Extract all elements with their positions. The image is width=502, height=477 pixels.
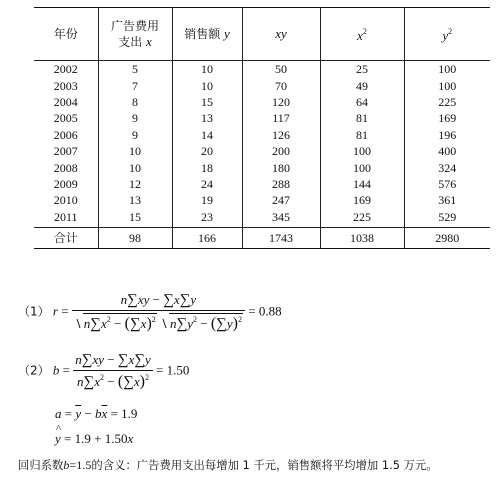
cell-y: 24 [172, 176, 242, 192]
cell-y: 23 [172, 209, 242, 228]
header-y-squared: $y^2$ [404, 8, 490, 61]
cell-xy: 50 [242, 61, 320, 78]
cell-y-squared: 100 [404, 61, 490, 78]
cell-year: 2004 [34, 94, 98, 110]
cell-y-squared: 169 [404, 110, 490, 126]
cell-y-squared: 225 [404, 94, 490, 110]
total-y: 166 [172, 227, 242, 248]
table-row [34, 176, 490, 192]
cell-year: 2010 [34, 192, 98, 208]
cell-xy: 120 [242, 94, 320, 110]
cell-y: 19 [172, 192, 242, 208]
cell-year: 2003 [34, 77, 98, 93]
table-header-row [34, 8, 490, 61]
formula-1-numerator: n∑xy − ∑x∑y [72, 292, 245, 311]
data-table-wrapper [34, 7, 490, 249]
cell-xy: 117 [242, 110, 320, 126]
cell-xy: 345 [242, 209, 320, 228]
cell-xy: 247 [242, 192, 320, 208]
table-row [34, 110, 490, 126]
formula-correlation: （1） r = $\frac{n\sum xy - \sum x\sum y}{n\sum x^2 - (\sum x)^2 n\sum y^2 - (\sum y)^2}$ = 0.88 [18, 292, 282, 332]
header-sales: 销售额 y [172, 8, 242, 61]
cell-x: 9 [98, 110, 172, 126]
cell-y-squared: 400 [404, 143, 490, 159]
cell-x: 15 [98, 209, 172, 228]
cell-x: 10 [98, 159, 172, 175]
cell-x-squared: 81 [320, 127, 404, 143]
cell-xy: 70 [242, 77, 320, 93]
table-body [34, 61, 490, 228]
cell-x-squared: 225 [320, 209, 404, 228]
cell-y: 15 [172, 94, 242, 110]
cell-x-squared: 100 [320, 143, 404, 159]
cell-x: 13 [98, 192, 172, 208]
header-x-squared: $x^2$ [320, 8, 404, 61]
cell-y-squared: 324 [404, 159, 490, 175]
cell-y: 10 [172, 77, 242, 93]
formula-intercept: $a = \overline{y} - b\overline{x} = 1.9$ [55, 406, 138, 421]
table-row [34, 61, 490, 78]
total-label: 合计 [34, 227, 98, 248]
cell-x-squared: 49 [320, 77, 404, 93]
table-row [34, 209, 490, 228]
cell-year: 2009 [34, 176, 98, 192]
formula-2-result: = 1.50 [156, 362, 190, 378]
conclusion-text: 回归系数b=1.5的含义：广告费用支出每增加 1 千元，销售额将平均增加 1.5 万元。 [18, 458, 438, 472]
cell-year: 2005 [34, 110, 98, 126]
cell-y: 13 [172, 110, 242, 126]
formula-2-fraction [73, 352, 153, 391]
total-x: 98 [98, 227, 172, 248]
cell-x: 5 [98, 61, 172, 78]
formula-2-numerator: n∑xy − ∑x∑y [73, 352, 153, 371]
formula-2-tag: （2） [18, 363, 50, 378]
cell-year: 2006 [34, 127, 98, 143]
cell-y-squared: 576 [404, 176, 490, 192]
cell-x: 7 [98, 77, 172, 93]
table-row [34, 159, 490, 175]
formula-1-result: = 0.88 [248, 303, 282, 319]
cell-xy: 126 [242, 127, 320, 143]
cell-x: 10 [98, 143, 172, 159]
cell-x-squared: 144 [320, 176, 404, 192]
header-year: 年份 [34, 8, 98, 61]
formula-slope: （2） b = $\frac{n\sum xy - \sum x\sum y}{n\sum x^2 - (\sum x)^2}$ = 1.50 [18, 352, 190, 390]
formula-regression-line: ^ y = 1.9 + 1.50x [55, 431, 133, 447]
cell-x-squared: 25 [320, 61, 404, 78]
cell-x: 9 [98, 127, 172, 143]
cell-y-squared: 196 [404, 127, 490, 143]
regression-data-table [34, 7, 490, 249]
cell-year: 2008 [34, 159, 98, 175]
cell-y: 20 [172, 143, 242, 159]
total-x-squared: 1038 [320, 227, 404, 248]
table-total-row [34, 227, 490, 248]
cell-x: 12 [98, 176, 172, 192]
cell-xy: 200 [242, 143, 320, 159]
cell-x-squared: 64 [320, 94, 404, 110]
formula-2-lhs: b [52, 362, 60, 378]
formula-1-tag: （1） [18, 304, 50, 319]
cell-y: 10 [172, 61, 242, 78]
header-xy: xy [242, 8, 320, 61]
formula-1-lhs: r [52, 303, 58, 319]
formula-1-fraction [72, 292, 245, 333]
table-row [34, 127, 490, 143]
cell-x: 8 [98, 94, 172, 110]
cell-year: 2002 [34, 61, 98, 78]
cell-y: 18 [172, 159, 242, 175]
total-y-squared: 2980 [404, 227, 490, 248]
table-row [34, 192, 490, 208]
cell-year: 2007 [34, 143, 98, 159]
table-row [34, 94, 490, 110]
cell-year: 2011 [34, 209, 98, 228]
cell-x-squared: 100 [320, 159, 404, 175]
formula-1-denominator: $n\sum x^2 - (\sum x)^2$ $n\sum y^2 - (\sum y)^2$ [72, 311, 245, 333]
cell-y-squared: 100 [404, 77, 490, 93]
table-row [34, 143, 490, 159]
header-ad-spend: 广告费用 支出 x [98, 8, 172, 61]
cell-xy: 288 [242, 176, 320, 192]
total-xy: 1743 [242, 227, 320, 248]
cell-y: 14 [172, 127, 242, 143]
cell-y-squared: 529 [404, 209, 490, 228]
cell-x-squared: 169 [320, 192, 404, 208]
cell-x-squared: 81 [320, 110, 404, 126]
cell-xy: 180 [242, 159, 320, 175]
formula-2-denominator: $n\sum x^2 - (\sum x)^2$ [77, 373, 149, 390]
table-row [34, 77, 490, 93]
cell-y-squared: 361 [404, 192, 490, 208]
